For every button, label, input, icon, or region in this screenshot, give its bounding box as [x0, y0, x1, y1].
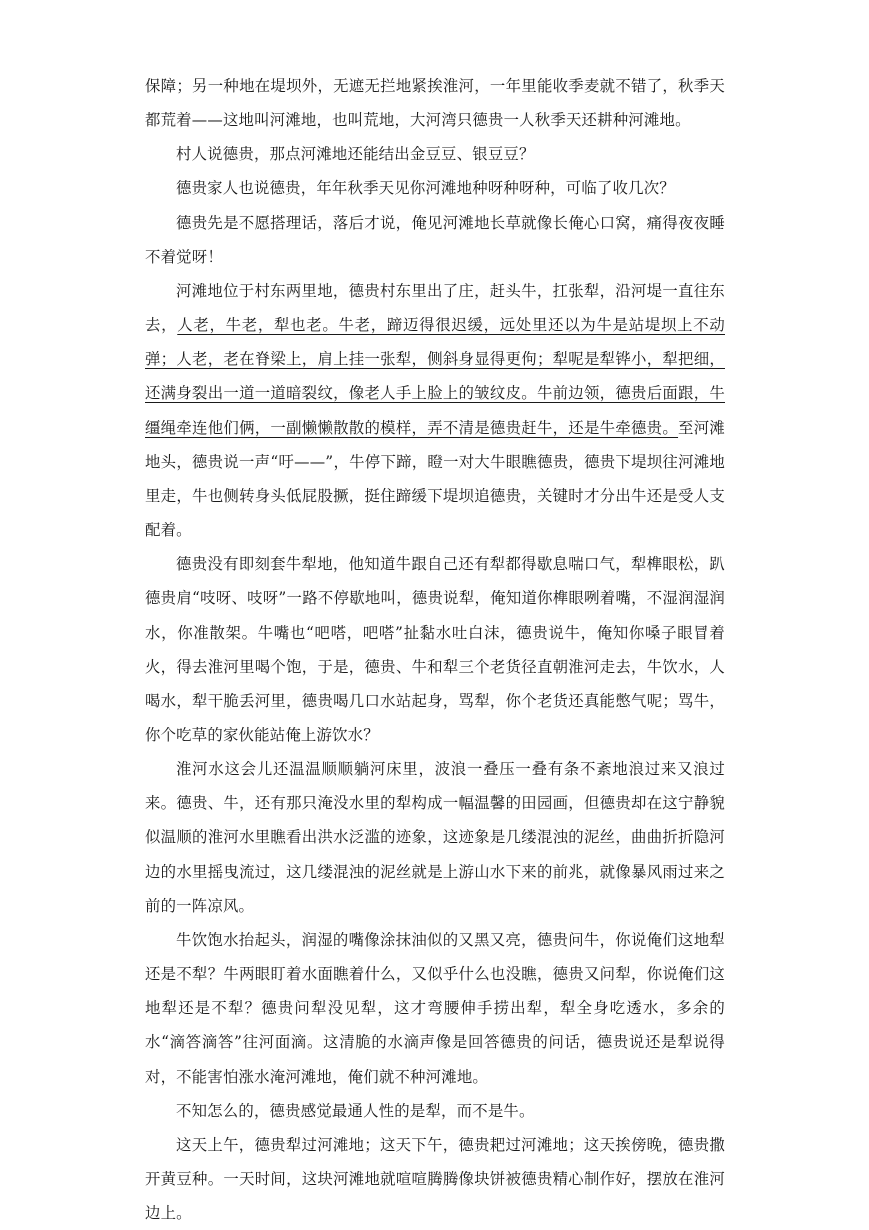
paragraph-5-underlined-passage: 人老，牛老，犁也老。牛老，蹄迈得很迟缓，远处里还以为牛是站堤坝上不动弹；人老，老在脊梁上，肩上挂一张犁，侧斜身显得更佝；犁呢是犁铧小，犁把细，还满身裂出一道一道暗裂纹，像老人手上脸上的皱纹皮。牛前边领，德贵后面跟，牛缰绳牵连他们俩，一副懒懒散散的模样，弄不清是德贵赶牛，还是牛牵德贵。 [145, 316, 725, 437]
paragraph-9-text: 不知怎么的，德贵感觉最通人性的是犁，而不是牛。 [176, 1101, 535, 1120]
paragraph-6-text: 德贵没有即刻套牛犁地，他知道牛跟自己还有犁都得歇息喘口气，犁榫眼松，趴德贵肩“吱呀、吱呀”一路不停歇地叫，德贵说犁，俺知道你榫眼咧着嘴，不湿润湿润水，你准散架。牛嘴也“吧嗒，吧嗒”扯黏水吐白沫，德贵说牛，俺知你嗓子眼冒着火，得去淮河里喝个饱，于是，德贵、牛和犁三个老货径直朝淮河走去，牛饮水，人喝水，犁干脆丢河里，德贵喝几口水站起身，骂犁，你个老货还真能憋气呢；骂牛，你个吃草的家伙能站俺上游饮水？ [145, 555, 725, 744]
paragraph-5-text-end: 至河滩地头，德贵说一声“吁——”，牛停下蹄，瞪一对大牛眼瞧德贵，德贵下堤坝往河滩地里走，牛也侧转身头低屁股撅，挺住蹄缓下堤坝追德贵，关键时才分出牛还是受人支配着。 [145, 418, 725, 540]
paragraph-1-text: 保障；另一种地在堤坝外，无遮无拦地紧挨淮河，一年里能收季麦就不错了，秋季天都荒着——这地叫河滩地，也叫荒地，大河湾只德贵一人秋季天还耕种河滩地。 [145, 77, 725, 130]
paragraph-10 [145, 1128, 725, 1230]
paragraph-4 [145, 206, 725, 274]
paragraph-7 [145, 752, 725, 923]
paragraph-10-text: 这天上午，德贵犁过河滩地；这天下午，德贵耙过河滩地；这天挨傍晚，德贵撒开黄豆种。一天时间，这块河滩地就喧喧腾腾像块饼被德贵精心制作好，摆放在淮河边上。 [145, 1135, 725, 1223]
document-page [145, 69, 725, 1230]
paragraph-6 [145, 547, 725, 752]
paragraph-9 [145, 1094, 725, 1128]
paragraph-2 [145, 137, 725, 171]
paragraph-8-text: 牛饮饱水抬起头，润湿的嘴像涂抹油似的又黑又亮，德贵问牛，你说俺们这地犁还是不犁？牛两眼盯着水面瞧着什么，又似乎什么也没瞧，德贵又问犁，你说俺们这地犁还是不犁？德贵问犁没见犁，这才弯腰伸手捞出犁，犁全身吃透水，多余的水“滴答滴答”往河面滴。这清脆的水滴声像是回答德贵的问话，德贵说还是犁说得对，不能害怕涨水淹河滩地，俺们就不种河滩地。 [145, 930, 725, 1086]
paragraph-2-text: 村人说德贵，那点河滩地还能结出金豆豆、银豆豆？ [176, 145, 535, 164]
paragraph-5 [145, 274, 725, 547]
paragraph-7-text: 淮河水这会儿还温温顺顺躺河床里，波浪一叠压一叠有条不紊地浪过来又浪过来。德贵、牛，还有那只淹没水里的犁构成一幅温馨的田园画，但德贵却在这宁静貌似温顺的淮河水里瞧看出洪水泛滥的迹象，这迹象是几缕混浊的泥丝，曲曲折折隐河边的水里摇曳流过，这几缕混浊的泥丝就是上游山水下来的前兆，就像暴风雨过来之前的一阵凉风。 [145, 760, 725, 915]
paragraph-8 [145, 923, 725, 1094]
paragraph-3 [145, 171, 725, 205]
paragraph-5-text-start: 河滩地位于村东两里地，德贵村东里出了庄，赶头牛，扛张犁，沿河堤一直往东去， [145, 281, 725, 335]
paragraph-3-text: 德贵家人也说德贵，年年秋季天见你河滩地种呀种呀种，可临了收几次？ [176, 179, 675, 198]
paragraph-4-text: 德贵先是不愿搭理话，落后才说，俺见河滩地长草就像长俺心口窝，痛得夜夜睡不着觉呀！ [145, 213, 725, 266]
paragraph-1 [145, 69, 725, 137]
